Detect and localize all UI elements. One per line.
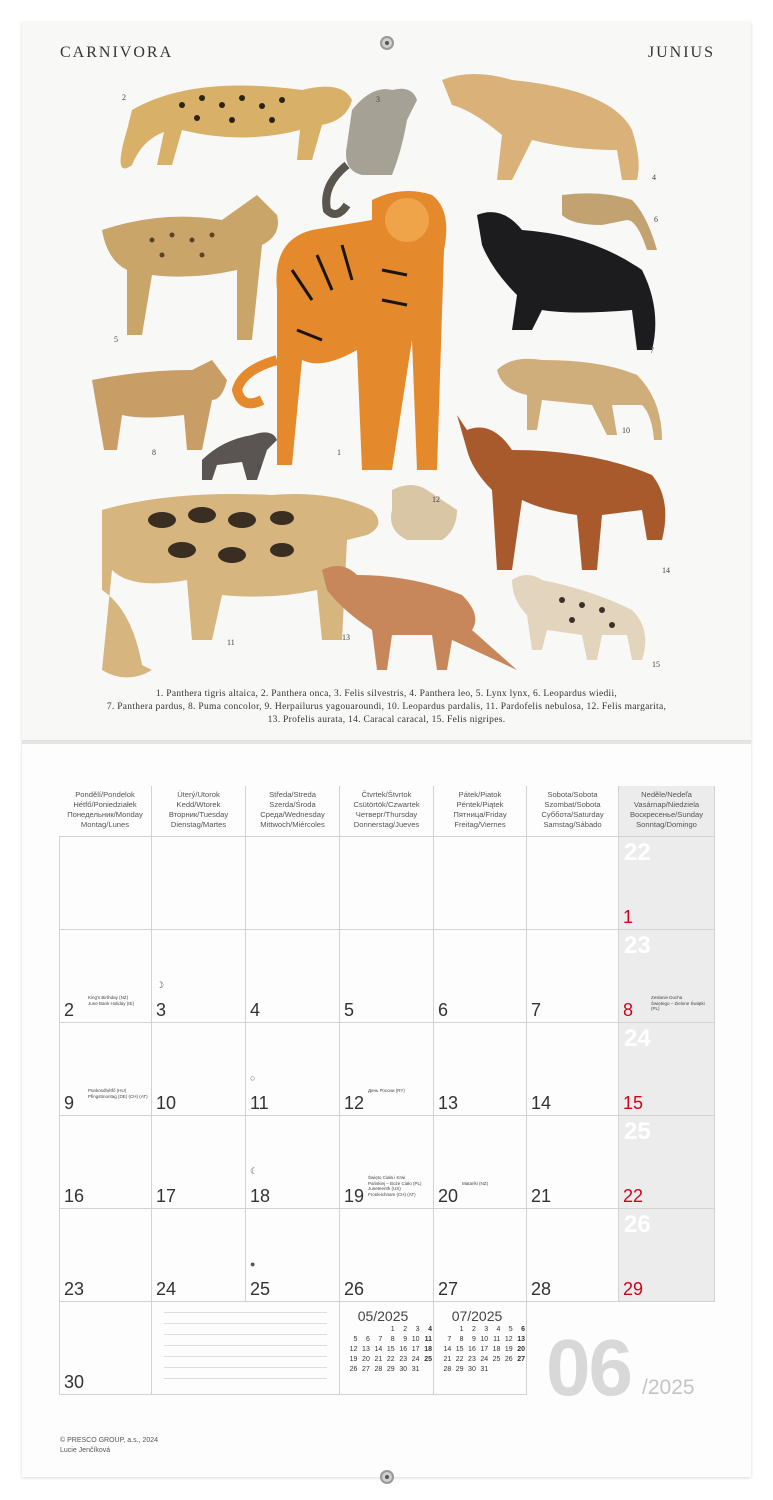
holiday-line: Zesłanie Ducha <box>651 995 683 1000</box>
mini-calendar-day: 28 <box>374 1365 383 1373</box>
black-footed-cat-illustration <box>512 575 645 660</box>
day-number: 24 <box>156 1279 177 1299</box>
day-number: 7 <box>531 1000 542 1020</box>
weekday-name-line: Пятница/Friday <box>453 810 507 819</box>
mini-calendar-table <box>346 1324 433 1374</box>
mini-calendar-day: 22 <box>455 1355 464 1363</box>
day-number: 1 <box>623 907 634 927</box>
mini-calendar-day: 21 <box>443 1355 452 1363</box>
mini-calendar-day: 1 <box>390 1325 395 1333</box>
note-line <box>164 1323 327 1324</box>
weekday-name-line: Hétfő/Poniedziałek <box>73 800 137 809</box>
big-year: /2025 <box>642 1376 695 1399</box>
day-cell[interactable] <box>340 930 434 1023</box>
weekday-name-line: Samstag/Sábado <box>543 820 602 829</box>
mini-calendar-day: 27 <box>517 1355 525 1363</box>
day-number: 11 <box>250 1093 269 1113</box>
mini-calendar-day: 30 <box>399 1365 408 1373</box>
mini-calendar-day <box>358 1324 370 1334</box>
day-cell[interactable] <box>246 1023 340 1116</box>
mini-calendar-day: 16 <box>468 1345 476 1353</box>
weekday-name-line: Szerda/Środa <box>269 800 316 809</box>
day-number: 9 <box>64 1093 75 1113</box>
weekday-name-line: Csütörtök/Czwartek <box>353 800 420 809</box>
note-line <box>164 1334 327 1335</box>
weekday-name-line: Středa/Streda <box>269 790 316 799</box>
day-cell[interactable] <box>619 1116 715 1209</box>
day-number: 17 <box>156 1186 177 1206</box>
mini-calendar-day: 13 <box>362 1345 370 1353</box>
day-cell[interactable] <box>246 837 340 930</box>
weekday-name-line: Четверг/Thursday <box>355 810 418 819</box>
label-8: 8 <box>152 448 156 457</box>
caption-line: 1. Panthera tigris altaica, 2. Panthera onca, 3. Felis silvestris, 4. Panthera leo, 5. Lynx lynx, 6. Leopardus wiedii, <box>155 689 618 699</box>
mini-calendar-day: 9 <box>403 1335 408 1343</box>
day-number: 15 <box>623 1093 644 1113</box>
day-cell[interactable] <box>527 1209 619 1302</box>
day-cell[interactable] <box>434 930 527 1023</box>
mini-calendar-day: 17 <box>411 1345 420 1353</box>
day-cell[interactable] <box>152 1116 246 1209</box>
mini-calendar-day: 6 <box>365 1335 370 1343</box>
label-1: 1 <box>337 448 341 457</box>
day-cell[interactable] <box>152 837 246 930</box>
day-cell[interactable] <box>619 1209 715 1302</box>
mini-calendar-day: 24 <box>480 1355 489 1363</box>
note-line <box>164 1378 327 1379</box>
mini-calendar-day: 21 <box>374 1355 383 1363</box>
day-cell[interactable] <box>59 930 152 1023</box>
weekday-name-line: Воскресенье/Sunday <box>629 810 704 819</box>
golden-cat-illustration <box>322 566 517 670</box>
label-9: 9 <box>257 463 261 472</box>
species-caption <box>60 688 713 727</box>
weekday-name-line: Úterý/Utorok <box>177 790 220 799</box>
label-10: 10 <box>622 426 630 435</box>
mini-calendar-title: 07/2025 <box>451 1308 503 1324</box>
mini-calendar-day: 2 <box>403 1325 408 1333</box>
lioness-illustration <box>442 74 639 180</box>
mini-calendar-day: 25 <box>492 1355 501 1363</box>
mini-calendar-day: 8 <box>459 1335 464 1343</box>
holiday-note <box>88 995 150 1006</box>
mini-calendar-day <box>346 1324 358 1334</box>
holiday-line: Juneteenth (US) <box>368 1186 401 1191</box>
holiday-line: Pünkösdhétfő (HU) <box>88 1088 127 1093</box>
holiday-note <box>462 1181 524 1187</box>
mini-calendar-day: 26 <box>349 1365 358 1373</box>
holiday-line: Pfingstmontag (DE) (CH) (AT) <box>88 1093 148 1099</box>
week-row <box>59 1022 715 1116</box>
note-line <box>164 1345 327 1346</box>
weekday-name-line: Montag/Lunes <box>80 820 130 829</box>
week-number: 26 <box>624 1211 651 1238</box>
big-cats-illustration <box>72 70 702 680</box>
label-5: 5 <box>114 335 118 344</box>
illustrator-credit: Lucie Jenčíková <box>60 1447 111 1454</box>
holiday-line: Pańskiej – Boże Ciało (PL) <box>368 1180 422 1186</box>
day-number: 4 <box>250 1000 261 1020</box>
day-number: 29 <box>623 1279 644 1299</box>
big-month-number: 06 <box>546 1323 631 1412</box>
weekday-header <box>434 786 527 836</box>
day-cell[interactable] <box>527 1023 619 1116</box>
day-cell[interactable] <box>434 837 527 930</box>
weekday-header <box>152 786 246 836</box>
weekday-name-line: Вторник/Tuesday <box>168 810 229 819</box>
weekday-name-line: Vasárnap/Niedziela <box>633 800 700 809</box>
day-number: 3 <box>156 1000 167 1020</box>
day-number: 21 <box>531 1186 552 1206</box>
holiday-note <box>368 1175 430 1197</box>
mini-calendar-day <box>440 1324 452 1334</box>
holiday-note <box>651 995 713 1012</box>
day-number: 10 <box>156 1093 177 1113</box>
mini-calendar-day: 14 <box>374 1345 383 1353</box>
day-number: 5 <box>344 1000 355 1020</box>
mini-calendar-day: 13 <box>517 1335 525 1343</box>
holiday-line: Święto Ciała i Krwi <box>368 1175 406 1180</box>
weekday-name-line: Freitag/Viernes <box>454 820 506 829</box>
mini-calendar-day: 2 <box>471 1325 476 1333</box>
day-cell[interactable] <box>527 1116 619 1209</box>
label-4: 4 <box>652 173 656 182</box>
mini-calendar-day: 20 <box>362 1355 370 1363</box>
mini-calendar-day: 7 <box>378 1335 383 1343</box>
day-cell[interactable] <box>246 1116 340 1209</box>
mini-calendar-day: 23 <box>468 1355 476 1363</box>
weekday-name-line: Mittwoch/Miércoles <box>260 820 325 829</box>
mini-calendar-day <box>421 1364 433 1374</box>
weekday-name-line: Čtvrtek/Štvrtok <box>361 790 412 799</box>
day-cell[interactable] <box>434 1209 527 1302</box>
mini-calendar-day: 16 <box>399 1345 408 1353</box>
moon-phase-icon: ● <box>250 1259 256 1269</box>
mini-calendar-table <box>440 1324 526 1374</box>
day-cell[interactable] <box>340 837 434 930</box>
weekday-header <box>246 786 340 836</box>
moon-phase-icon: ☾ <box>250 1166 259 1176</box>
mini-calendar-title: 05/2025 <box>357 1308 409 1324</box>
weekday-name-line: Суббота/Saturday <box>541 810 604 819</box>
mini-calendar-day: 5 <box>353 1335 358 1343</box>
mini-calendar-day: 30 <box>468 1365 476 1373</box>
mini-calendar-day: 18 <box>424 1345 432 1353</box>
mini-calendar-day: 31 <box>480 1365 489 1373</box>
day-number: 18 <box>250 1186 271 1206</box>
moon-phase-icon: ☽ <box>156 980 165 990</box>
day-number: 6 <box>438 1000 449 1020</box>
mini-calendar-day: 19 <box>504 1345 513 1353</box>
week-row <box>59 836 715 930</box>
day-number: 20 <box>438 1186 459 1206</box>
weekday-name-line: Donnerstag/Jueves <box>353 820 420 829</box>
holiday-note <box>88 1088 150 1099</box>
note-line <box>164 1312 327 1313</box>
mini-calendar-day: 20 <box>517 1345 525 1353</box>
mini-calendar-day: 19 <box>349 1355 358 1363</box>
mini-calendar-day: 7 <box>447 1335 452 1343</box>
mini-calendar-day: 14 <box>443 1345 452 1353</box>
weekday-name-line: Pátek/Piatok <box>458 790 502 799</box>
day-number: 25 <box>250 1279 271 1299</box>
note-line <box>164 1367 327 1368</box>
label-6: 6 <box>654 215 658 224</box>
mini-calendar-day: 22 <box>386 1355 395 1363</box>
moon-phase-icon: ○ <box>250 1073 256 1083</box>
day-number: 13 <box>438 1093 459 1113</box>
mini-calendar-day <box>371 1324 383 1334</box>
day-cell[interactable] <box>152 1209 246 1302</box>
weekday-name-line: Péntek/Piątek <box>456 800 504 809</box>
month-latin-title: JUNIUS <box>647 44 715 61</box>
mini-calendar-day: 3 <box>484 1325 489 1333</box>
publisher-credit: © PRESCO GROUP, a.s., 2024 <box>60 1437 159 1444</box>
week-number: 25 <box>624 1118 651 1145</box>
mini-calendar-day: 23 <box>399 1355 408 1363</box>
day-cell[interactable] <box>246 1209 340 1302</box>
day-cell[interactable] <box>340 1023 434 1116</box>
day-cell[interactable] <box>340 1209 434 1302</box>
black-panther-illustration <box>477 212 655 350</box>
mini-calendar-day <box>501 1364 513 1374</box>
holiday-line: June Bank Holiday (IE) <box>88 1000 135 1006</box>
mini-calendar-day: 4 <box>428 1325 432 1333</box>
label-3: 3 <box>376 95 380 104</box>
day-number: 28 <box>531 1279 552 1299</box>
holiday-line: Świętego – Zielone Świątki (PL) <box>651 1000 705 1011</box>
holiday-line: King's Birthday (NZ) <box>88 995 129 1000</box>
label-14: 14 <box>662 566 670 575</box>
weekday-header <box>340 786 434 836</box>
weekday-name-line: Понедельник/Monday <box>67 810 143 819</box>
week-row <box>59 1208 715 1302</box>
day-cell[interactable] <box>619 1023 715 1116</box>
day-cell[interactable] <box>152 1023 246 1116</box>
mini-calendar <box>434 1302 527 1395</box>
weekday-name-line: Pondělí/Pondelok <box>75 790 135 799</box>
week-row <box>59 1115 715 1209</box>
day-number: 2 <box>64 1000 75 1020</box>
caption-line: 13. Profelis aurata, 14. Caracal caracal, 15. Felis nigripes. <box>267 715 506 725</box>
weekday-name-line: Szombat/Sobota <box>544 800 601 809</box>
day-cell[interactable] <box>59 837 152 930</box>
mini-calendar-day: 31 <box>411 1365 420 1373</box>
day-cell[interactable] <box>59 1116 152 1209</box>
mini-calendar-day: 15 <box>386 1345 395 1353</box>
day-number: 22 <box>623 1186 644 1206</box>
hanging-hole <box>380 36 394 50</box>
mini-calendar-day: 1 <box>459 1325 464 1333</box>
mini-calendar-day: 11 <box>493 1335 501 1343</box>
day-number: 16 <box>64 1186 85 1206</box>
mini-calendar-day: 10 <box>411 1335 420 1343</box>
mini-calendar-day: 6 <box>521 1325 525 1333</box>
mini-calendar-day: 15 <box>455 1345 464 1353</box>
weekday-name-line: Sobota/Sobota <box>547 790 598 799</box>
label-11: 11 <box>227 638 235 647</box>
day-cell[interactable] <box>434 1116 527 1209</box>
weekday-header <box>59 786 152 836</box>
puma-illustration <box>92 360 227 450</box>
day-cell[interactable] <box>152 930 246 1023</box>
day-cell[interactable] <box>434 1023 527 1116</box>
lynx-illustration <box>102 195 278 340</box>
day-cell[interactable] <box>59 1023 152 1116</box>
mini-calendar-day: 29 <box>455 1365 464 1373</box>
mini-calendar-day: 8 <box>390 1335 395 1343</box>
holiday-line: Matariki (NZ) <box>462 1181 488 1186</box>
holiday-line: День России (RY) <box>368 1088 405 1093</box>
ocelot-illustration <box>497 359 662 440</box>
mini-calendar-day: 4 <box>496 1325 501 1333</box>
label-7: 7 <box>650 346 654 355</box>
label-13: 13 <box>342 633 350 642</box>
week-number: 24 <box>624 1025 651 1052</box>
plate-title: CARNIVORA <box>60 44 174 61</box>
mini-calendar-day: 10 <box>480 1335 489 1343</box>
weekday-name-line: Среда/Wednesday <box>260 810 325 819</box>
week-row <box>59 929 715 1023</box>
mini-calendar-day: 3 <box>415 1325 420 1333</box>
weekday-name-line: Dienstag/Martes <box>170 820 227 829</box>
label-2: 2 <box>122 93 126 102</box>
mini-calendar-day: 5 <box>508 1325 513 1333</box>
mini-calendar-day <box>514 1364 526 1374</box>
caption-line: 7. Panthera pardus, 8. Puma concolor, 9. Herpailurus yagouaroundi, 10. Leopardus pardalis, 11. Pardofelis nebulosa, 12. Felis margarita, <box>106 702 667 712</box>
mini-calendar-day: 29 <box>386 1365 395 1373</box>
mini-calendar-day: 24 <box>411 1355 420 1363</box>
jaguar-illustration <box>121 86 352 169</box>
day-number: 14 <box>531 1093 552 1113</box>
mini-calendar-day: 12 <box>349 1345 358 1353</box>
weekday-header <box>527 786 619 836</box>
day-number: 12 <box>344 1093 365 1113</box>
caracal-illustration <box>457 415 665 570</box>
day-cell[interactable] <box>340 1116 434 1209</box>
weekday-name-line: Sonntag/Domingo <box>636 820 697 829</box>
mini-calendar-day: 28 <box>443 1365 452 1373</box>
mini-calendar-day: 18 <box>492 1345 501 1353</box>
note-line <box>164 1356 327 1357</box>
notes-area[interactable] <box>152 1302 340 1395</box>
mini-calendar-day: 26 <box>504 1355 513 1363</box>
weekday-name-line: Kedd/Wtorek <box>176 800 221 809</box>
day-number: 27 <box>438 1279 459 1299</box>
day-number: 26 <box>344 1279 365 1299</box>
day-number: 23 <box>64 1279 85 1299</box>
holiday-line: Fronleichnam (CH) (AT) <box>368 1191 416 1197</box>
mini-calendar-day: 9 <box>471 1335 476 1343</box>
mini-calendar-day: 12 <box>504 1335 513 1343</box>
mini-calendar-day: 27 <box>362 1365 370 1373</box>
hanging-hole-bottom <box>380 1470 394 1484</box>
day-cell[interactable] <box>59 1209 152 1302</box>
mini-calendar-day: 17 <box>480 1345 489 1353</box>
weekday-name-line: Neděle/Nedeľa <box>641 790 692 799</box>
mini-calendar-day: 25 <box>424 1355 432 1363</box>
day-number: 8 <box>623 1000 634 1020</box>
week-number: 23 <box>624 932 651 959</box>
mini-calendar-day <box>489 1364 501 1374</box>
day-number: 30 <box>64 1372 85 1392</box>
weekday-header <box>619 786 715 836</box>
day-cell[interactable] <box>619 930 715 1023</box>
sand-cat-illustration <box>391 485 457 540</box>
label-12: 12 <box>432 495 440 504</box>
week-number: 22 <box>624 839 651 866</box>
day-cell[interactable] <box>246 930 340 1023</box>
holiday-note <box>368 1088 430 1094</box>
day-number: 19 <box>344 1186 365 1206</box>
day-cell[interactable] <box>527 930 619 1023</box>
day-cell[interactable] <box>59 1302 152 1395</box>
day-cell[interactable] <box>527 837 619 930</box>
day-cell[interactable] <box>619 837 715 930</box>
label-15: 15 <box>652 660 660 669</box>
mini-calendar <box>340 1302 434 1395</box>
jaguarundi-illustration <box>202 432 277 480</box>
mini-calendar-day: 11 <box>424 1335 432 1343</box>
